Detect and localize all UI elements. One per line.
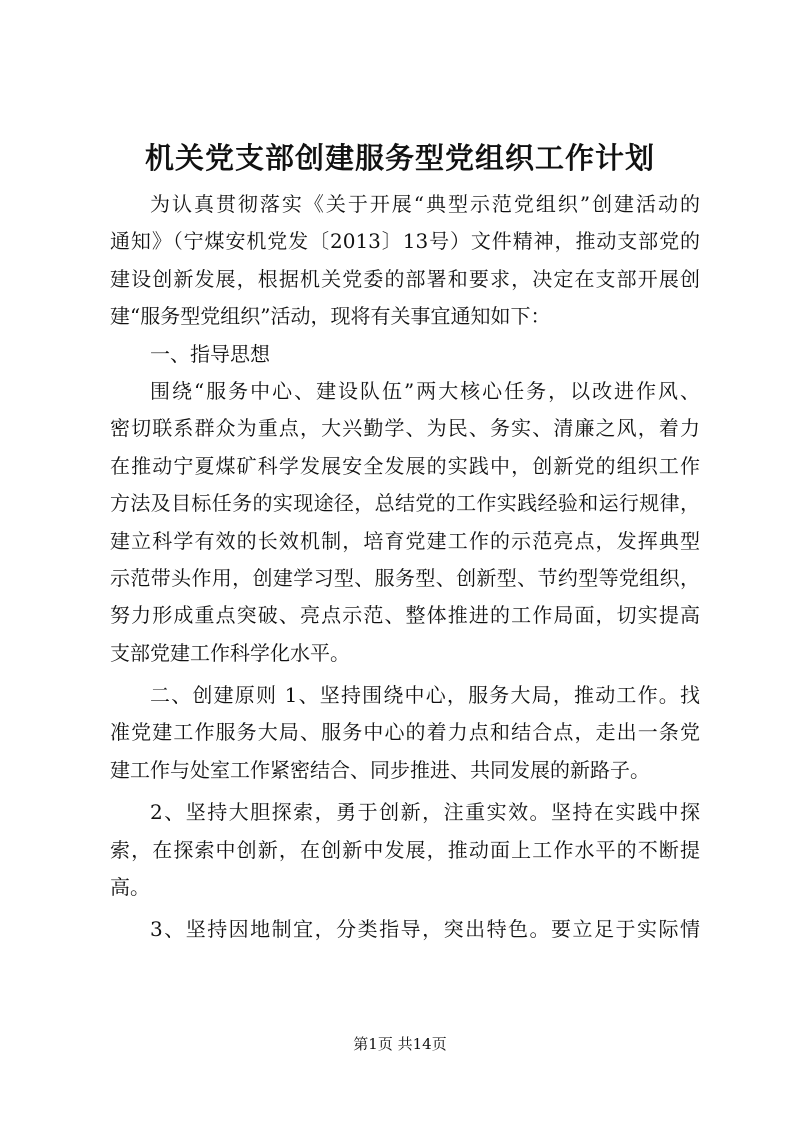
page-number-footer: 第1页 共14页 bbox=[353, 1035, 447, 1053]
paragraph-line: 准党建工作服务大局、服务中心的着力点和结合点，走出一条党 bbox=[110, 720, 700, 745]
paragraph-line: 在推动宁夏煤矿科学发展安全发展的实践中，创新党的组织工作 bbox=[110, 453, 700, 478]
paragraph-line: 方法及目标任务的实现途径，总结党的工作实践经验和运行规律， bbox=[110, 491, 700, 516]
paragraph-line: 建设创新发展，根据机关党委的部署和要求，决定在支部开展创 bbox=[110, 266, 700, 291]
paragraph-line: 2、坚持大胆探索，勇于创新，注重实效。坚持在实践中探 bbox=[150, 800, 700, 825]
section-heading: 一、指导思想 bbox=[150, 341, 270, 366]
paragraph-line: 围绕“服务中心、建设队伍”两大核心任务，以改进作风、 bbox=[150, 378, 700, 403]
paragraph-line: 建工作与处室工作紧密结合、同步推进、共同发展的新路子。 bbox=[110, 757, 650, 782]
paragraph-line: 3、坚持因地制宜，分类指导，突出特色。要立足于实际情 bbox=[150, 917, 700, 942]
paragraph-line: 支部党建工作科学化水平。 bbox=[110, 640, 350, 665]
paragraph-line: 高。 bbox=[110, 875, 150, 900]
paragraph-line: 为认真贯彻落实《关于开展“典型示范党组织”创建活动的 bbox=[150, 192, 700, 216]
paragraph-line: 通知》（宁煤安机党发〔2013〕13号）文件精神，推动支部党的 bbox=[110, 229, 700, 254]
paragraph-line: 示范带头作用，创建学习型、服务型、创新型、节约型等党组织， bbox=[110, 565, 700, 590]
paragraph-line: 密切联系群众为重点，大兴勤学、为民、务实、清廉之风，着力 bbox=[110, 416, 700, 441]
paragraph-line: 二、创建原则 1、坚持围绕中心，服务大局，推动工作。找 bbox=[150, 683, 700, 708]
paragraph-line: 索，在探索中创新，在创新中发展，推动面上工作水平的不断提 bbox=[110, 837, 700, 862]
document-title: 机关党支部创建服务型党组织工作计划 bbox=[144, 141, 655, 175]
paragraph-line: 努力形成重点突破、亮点示范、整体推进的工作局面，切实提高 bbox=[110, 603, 700, 628]
document-body bbox=[110, 186, 700, 949]
paragraph-line: 建“服务型党组织”活动，现将有关事宜通知如下： bbox=[110, 304, 551, 329]
paragraph-line: 建立科学有效的长效机制，培育党建工作的示范亮点，发挥典型 bbox=[110, 528, 700, 553]
